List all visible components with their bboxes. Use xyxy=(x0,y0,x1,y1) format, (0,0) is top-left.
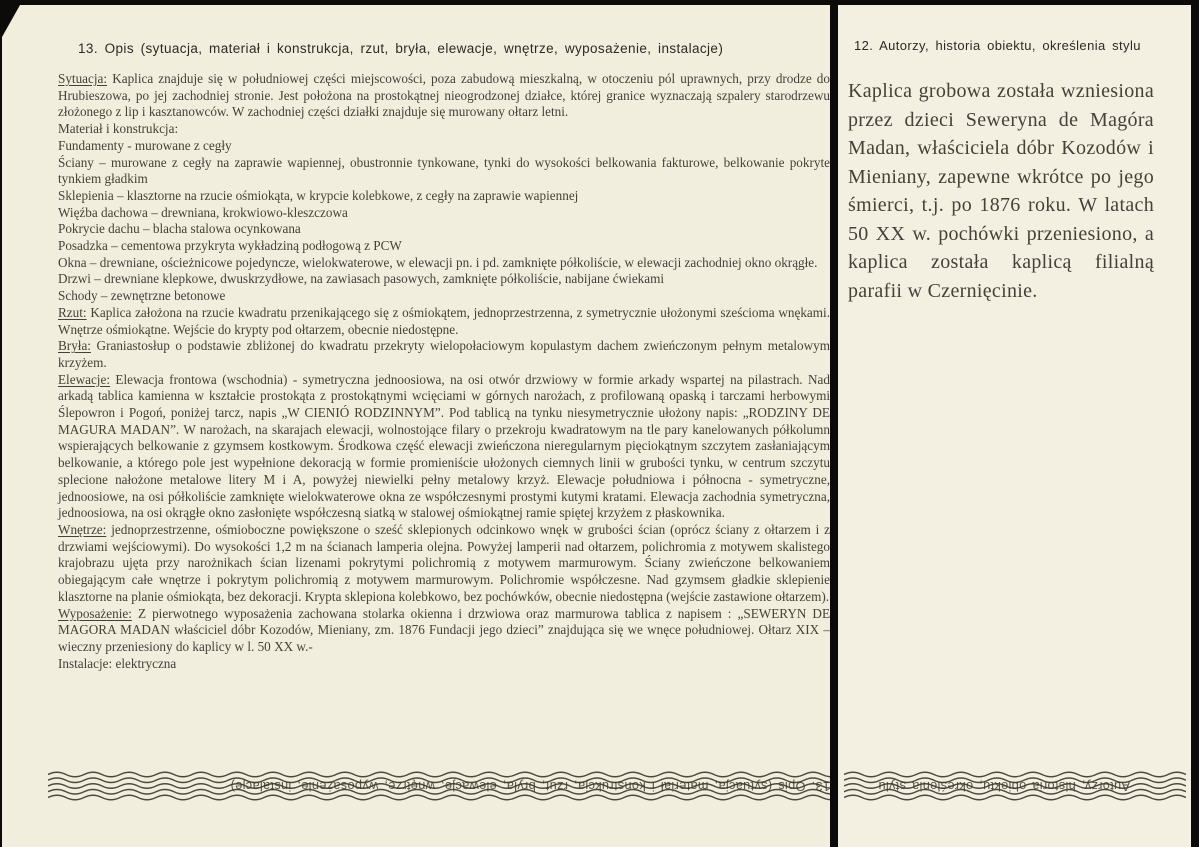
paragraph: Materiał i konstrukcja: xyxy=(58,121,179,137)
paragraph-lead: Bryła: xyxy=(58,338,91,354)
paragraph: Bryła: Graniastosłup o podstawie zbliżonej do kwadratu przekryty wielopołaciowym kopulastym dachem zwieńczonym pełnym metalowym krzyżem. xyxy=(58,338,830,370)
right-page xyxy=(838,5,1191,847)
paragraph: Posadzka – cementowa przykryta wykładziną podłogową z PCW xyxy=(58,238,402,254)
scribble-waves xyxy=(844,770,1186,802)
paragraph: Sytuacja: Kaplica znajduje się w południowej części miejscowości, poza zabudową mieszkalną, w otoczeniu pól uprawnych, przy drodze do Hrubieszowa, po jej zachodniej stronie. Jest położona na prostokątnej nieogrodzonej działce, której granice wyznaczają szpalery starodrzewu złożonego z lip i kasztanowców. W zachodniej części działki znajduje się murowany ołtarz letni. xyxy=(58,71,830,120)
paragraph: Wyposażenie: Z pierwotnego wyposażenia zachowana stolarka okienna i drzwiowa oraz marmurowa tablica z napisem : „SEWERYN DE MAGORA MADAN właściciel dóbr Kozodów, Mieniany, zm. 1876 Fundacji jego dzieci” znajdująca się we wnęce południowej. Ołtarz XIX –wieczny przeniesiony do kaplicy w l. 50 XX w.- xyxy=(58,605,831,654)
scan-corner-shadow xyxy=(2,5,20,37)
paragraph: Elewacje: Elewacja frontowa (wschodnia) - symetryczna jednoosiowa, na osi otwór drzwiowy w formie arkady wspartej na pilastrach. Nad arkadą tablica kamienna w kształcie prostokąta z prostokątnymi wcięciami w górnych narożach, z profilowaną opaską i tarczami herbowymi Ślepowron i Pogoń, poniżej tarcz, napis „W CIENIÓ RODZINNYM”. Pod tablicą na tynku niesymetrycznie ułożony napis: „RODZINY DE MAGURA MADAN”. W narożach, na skarajach elewacji, wolnostojące filary o przekroju kwadratowym na tle pary kanelowanych półkolumn wspierających belkowanie z gzymsem kostkowym. Środkowa część elewacji zwieńczona nieregularnym pięciokątnym szczytem zasłaniającym belkowanie, a którego pole jest wypełnione dekoracją w formie promieniście ułożonych ciemnych linii w grubości tynku, w centrum szczytu splecione nałożone metalowe litery M i A, powyżej niewielki pełny metalowy krzyż. Elewacje południowa i północna - symetryczne, jednoosiowe, na osi półkoliście zamknięte wielokwaterowe okna ze współczesnymi prostymi kutymi kratami. Elewacja zachodnia symetryczna, jednoosiowa, na osi okrągłe okno zasłonięte współczesną siatką w stalowej ośmiokątnej ramie spiętej krzyżem z płaskownika. xyxy=(58,371,830,521)
paragraph-lead: Rzut: xyxy=(58,304,87,320)
mirrored-header-text: 13. Opis (sytuacja, materiał i konstrukcja, rzut, bryła, elewacje, wnętrze, wyposażenie, instalacje) xyxy=(230,779,830,794)
left-footer-band xyxy=(48,770,830,802)
paragraph: Schody – zewnętrzne betonowe xyxy=(58,288,226,304)
paragraph: Ściany – murowane z cegły na zaprawie wapiennej, obustronnie tynkowane, tynki do wysokości belkowania fakturowe, belkowanie pokryte tynkiem gładkim xyxy=(58,154,830,187)
paragraph: Fundamenty - murowane z cegły xyxy=(58,137,232,153)
description-paragraphs xyxy=(58,71,830,672)
left-page xyxy=(2,5,830,847)
left-section-header: 13. Opis (sytuacja, materiał i konstrukcja, rzut, bryła, elewacje, wnętrze, wyposażenie, instalacje) xyxy=(78,41,724,56)
right-section-header: 12. Autorzy, historia obiektu, określenia stylu xyxy=(854,38,1141,53)
paragraph: Instalacje: elektryczna xyxy=(58,655,177,671)
paragraph: Pokrycie dachu – blacha stalowa ocynkowana xyxy=(58,221,301,237)
paragraph: Wnętrze: jednoprzestrzenne, ośmioboczne powiększone o sześć sklepionych odcinkowo wnęk w grubości ścian (oprócz ściany z ołtarzem i z drzwiami wejściowymi). Do wysokości 1,2 m na ścianach lamperia olejna. Powyżej lamperii nad ołtarzem, polichromia z motywem skalistego krajobrazu ujęta przy narożnikach ścian lizenami pokrytymi polichromią z motywem marmurowym. Ściany zwieńczone belkowaniem obiegającym całe wnętrze i pokrytym polichromią z motywem marmurowym. Polichromie współczesne. Nad gzymsem gładkie sklepienie klasztorne na planie ośmiokąta, bez dekoracji. Krypta sklepiona kolebkowo, bez pochówków, obecnie niedostępna (wejście zastawione ołtarzem). xyxy=(58,521,831,604)
scribble-waves xyxy=(48,770,830,802)
paragraph: Drzwi – drewniane klepkowe, dwuskrzydłowe, na zawiasach pasowych, zamknięte półkoliście, nabijane ćwiekami xyxy=(58,271,665,287)
paragraph: Sklepienia – klasztorne na rzucie ośmiokąta, w krypcie kolebkowe, z cegły na zaprawie wapiennej xyxy=(58,187,579,203)
right-footer-band xyxy=(844,770,1186,802)
mirrored-header-text: Autorzy, historia obiektu, określenia stylu xyxy=(878,779,1130,794)
history-paragraph: Kaplica grobowa została wzniesiona przez dzieci Seweryna de Magóra Madan, właściciela dóbr Kozodów i Mieniany, zapewne wkrótce po jego śmierci, t.j. po 1876 roku. W latach 50 XX w. pochówki przeniesiono, a kaplica została kaplicą filialną parafii w Czernięcinie. xyxy=(848,80,1154,302)
paragraph-lead: Elewacje: xyxy=(58,371,110,387)
paragraph: Okna – drewniane, ościeżnicowe pojedyncze, wielokwaterowe, w elewacji pn. i pd. zamknięte półkoliście, w elewacji zachodniej okno okrągłe. xyxy=(58,254,818,270)
paragraph-lead: Sytuacja: xyxy=(58,71,108,86)
paragraph: Rzut: Kaplica założona na rzucie kwadratu przenikającego się z ośmiokątem, jednoprzestrzenna, z symetrycznie ułożonymi sześcioma wnękami. Wnętrze ośmiokątne. Wejście do krypty pod ołtarzem, obecnie niedostępne. xyxy=(58,304,830,337)
paragraph-lead: Wnętrze: xyxy=(58,521,107,537)
paragraph-lead: Wyposażenie: xyxy=(58,605,132,621)
paragraph: Więźba dachowa – drewniana, krokwiowo-kleszczowa xyxy=(58,204,348,220)
